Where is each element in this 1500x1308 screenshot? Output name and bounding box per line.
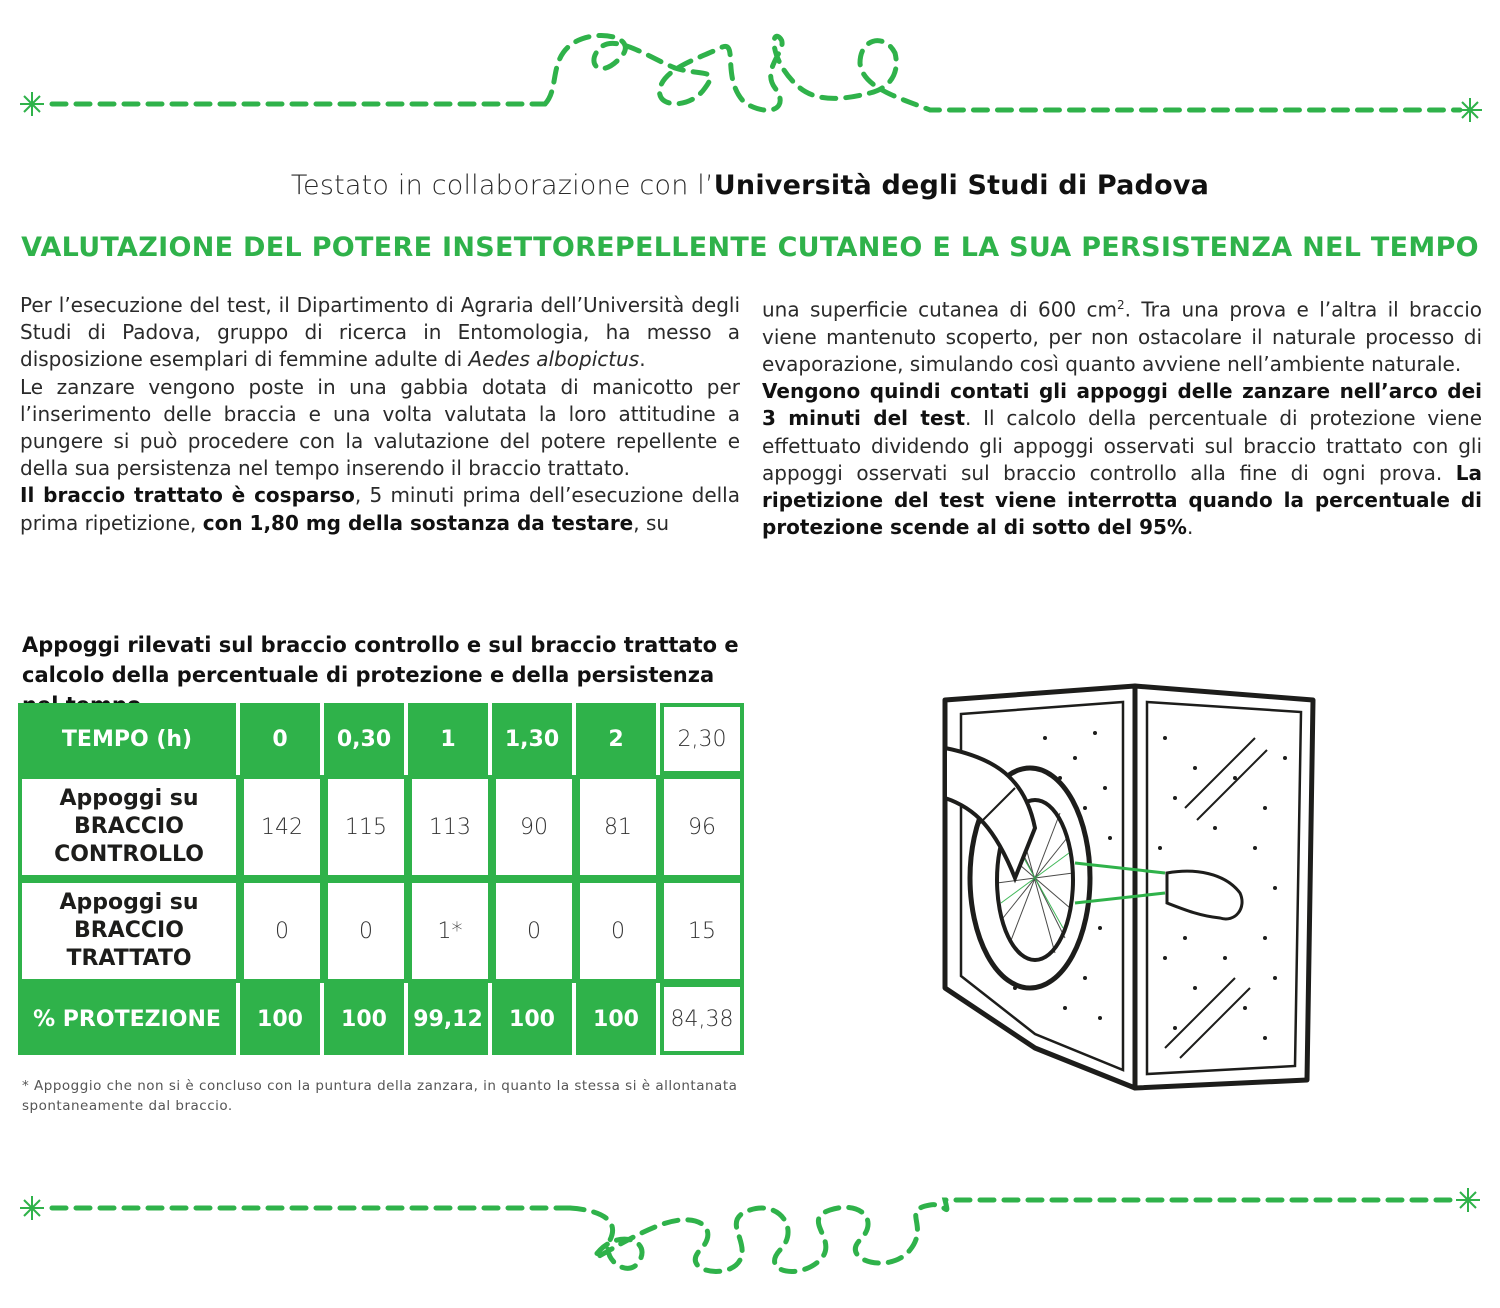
right-p2-end: .	[1186, 515, 1194, 540]
right-p1-end: . Tra una prova e l’altra il braccio viene mantenuto scoperto, per non ostacolare il naturale processo di evaporazione, simulando così quanto avviene nell’ambiente naturale.	[762, 297, 1483, 377]
left-p3-bold2: con 1,80 mg della sostanza da testare	[202, 510, 634, 535]
right-p2-bold2: La ripetizione del test viene interrotta quando la percentuale di protezione scende al di sotto del 95%	[762, 460, 1482, 540]
subtitle-university: Università degli Studi di Padova	[713, 170, 1210, 201]
left-p3-text1: , 5 minuti prima dell’esecuzione della prima ripetizione,	[20, 483, 740, 535]
right-p2-text: . Il calcolo della percentuale di protezione viene effettuato dividendo gli appoggi osservati sul braccio trattato con gli appoggi osservati sul braccio controllo alla fine di ogni prova.	[762, 406, 1482, 485]
mosquito-icon	[20, 1196, 44, 1220]
table-cell: 115	[324, 775, 408, 879]
table-cell: 0	[576, 879, 660, 983]
table-cell: 0	[324, 879, 408, 983]
page-subtitle	[0, 170, 1500, 201]
row-header-time: TEMPO (h)	[18, 703, 240, 775]
left-p1-end: .	[639, 347, 646, 372]
row-header-line: Appoggi su	[59, 890, 199, 915]
superscript: 2	[1117, 298, 1125, 312]
table-cell: 90	[492, 775, 576, 879]
cage-illustration	[935, 678, 1325, 1112]
row-header-protection: % PROTEZIONE	[18, 983, 240, 1055]
row-header-line: TRATTATO	[66, 946, 192, 971]
mosquito-icon	[1458, 98, 1482, 122]
top-decorative-border	[0, 18, 1500, 128]
row-header-control	[18, 775, 240, 879]
row-header-line: BRACCIO	[74, 918, 184, 943]
table-cell: 0	[240, 703, 324, 775]
table-cell: 96	[660, 775, 744, 879]
row-header-treated	[18, 879, 240, 983]
results-table	[18, 703, 744, 1055]
table-cell: 0	[492, 879, 576, 983]
table-cell: 84,38	[660, 983, 744, 1055]
table-cell: 0,30	[324, 703, 408, 775]
table-title: Appoggi rilevati sul braccio controllo e sul braccio trattato e calcolo della percentuale di protezione e della persistenza	[22, 633, 739, 687]
table-cell: 81	[576, 775, 660, 879]
table-cell: 1,30	[492, 703, 576, 775]
table-row	[18, 879, 744, 983]
table-cell: 100	[576, 983, 660, 1055]
table-cell: 15	[660, 879, 744, 983]
row-header-line: Appoggi su	[59, 786, 199, 811]
table-row	[18, 703, 744, 775]
table-row	[18, 983, 744, 1055]
left-p2-text: Le zanzare vengono poste in una gabbia dotata di manicotto per l’inserimento delle braccia e una volta valutata la loro attitudine a pungere si può procedere con la valutazione del potere repellente e della sua persistenza nel tempo inserendo il braccio trattato.	[20, 374, 740, 481]
page-title: VALUTAZIONE DEL POTERE INSETTOREPELLENTE CUTANEO E LA SUA PERSISTENZA NEL TEMPO	[21, 232, 1479, 263]
table-cell: 100	[240, 983, 324, 1055]
body-right-column	[762, 292, 1482, 541]
table-cell: 2	[576, 703, 660, 775]
row-header-line: BRACCIO	[74, 814, 184, 839]
table-cell: 113	[408, 775, 492, 879]
table-cell: 100	[324, 983, 408, 1055]
left-p3-bold1: Il braccio trattato è cosparso	[20, 483, 355, 508]
bottom-decorative-border	[0, 1180, 1500, 1290]
table-cell: 99,12	[408, 983, 492, 1055]
mosquito-icon	[20, 92, 44, 116]
right-p2-bold: Vengono quindi contati gli appoggi delle zanzare nell’arco dei 3 minuti del test	[762, 379, 1482, 431]
mosquito-icon	[1456, 1188, 1480, 1212]
table-footnote: * Appoggio che non si è concluso con la puntura della zanzara, in quanto la stessa si è allontanata spontaneamente dal braccio.	[22, 1078, 738, 1114]
table-cell: 100	[492, 983, 576, 1055]
table-cell: 1*	[408, 879, 492, 983]
table-cell: 1	[408, 703, 492, 775]
left-p1-text: Per l’esecuzione del test, il Dipartimento di Agraria dell’Università degli Studi di Padova, gruppo di ricerca in Entomologia, ha messo a disposizione esemplari di femmine adulte di	[20, 293, 740, 372]
table-row	[18, 775, 744, 879]
table-cell: 142	[240, 775, 324, 879]
table-cell: 2,30	[660, 703, 744, 775]
row-header-line: CONTROLLO	[54, 842, 204, 867]
body-left-column	[20, 292, 740, 537]
right-p1-text: una superficie cutanea di 600 cm	[762, 297, 1118, 322]
table-cell: 0	[240, 879, 324, 983]
left-p3-text2: , su	[633, 510, 670, 535]
subtitle-prefix: Testato in collaborazione con l’	[290, 170, 714, 201]
species-name: Aedes albopictus	[468, 347, 640, 372]
